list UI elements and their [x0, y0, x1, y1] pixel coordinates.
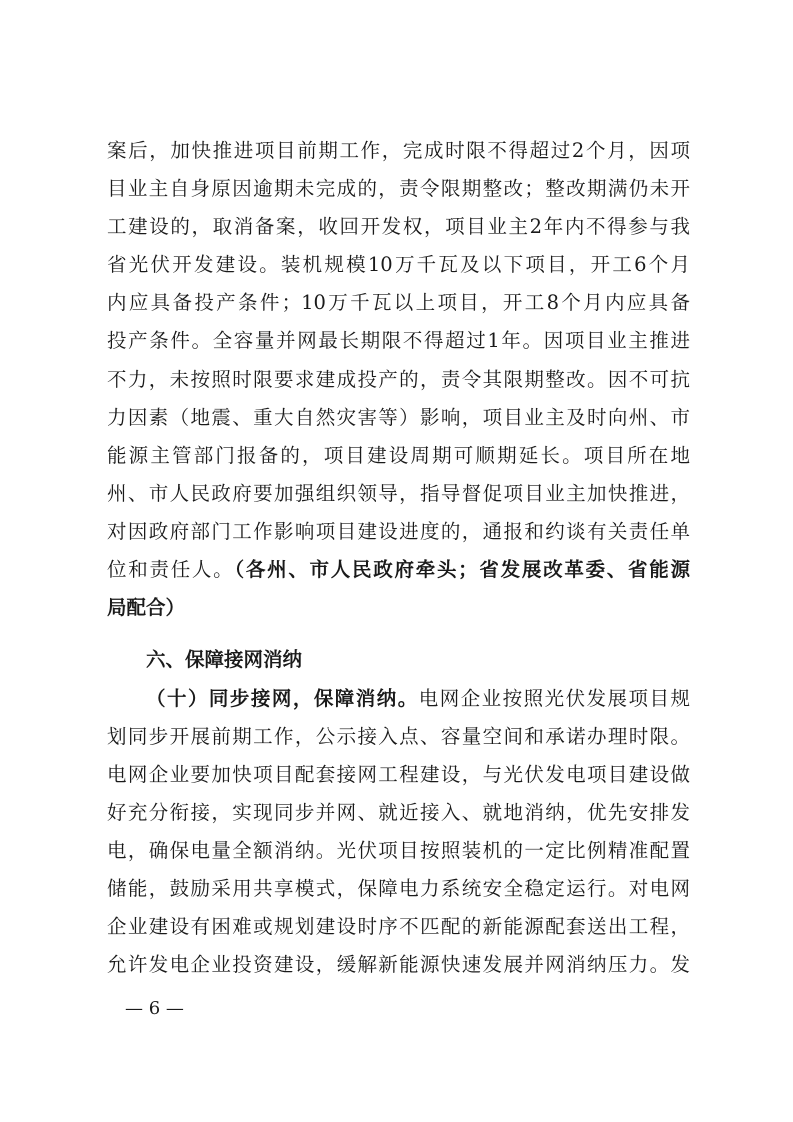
body-line: 不力，未按照时限要求建成投产的，责令其限期整改。因不可抗	[107, 368, 690, 391]
body-line: 投产条件。全容量并网最长期限不得超过1年。因项目业主推进	[107, 329, 690, 352]
body-line: 对因政府部门工作影响项目建设进度的，通报和约谈有关责任单	[107, 520, 690, 543]
body-line: 划同步开展前期工作，公示接入点、容量空间和承诺办理时限。	[107, 725, 690, 748]
body-line: 州、市人民政府要加强组织领导，指导督促项目业主加快推进，	[107, 482, 690, 505]
body-line: 电，确保电量全额消纳。光伏项目按照装机的一定比例精准配置	[107, 839, 690, 862]
body-line-plain: 位和责任人。	[107, 558, 235, 581]
body-line: 案后，加快推进项目前期工作，完成时限不得超过2个月，因项	[107, 139, 690, 162]
body-line: 允许发电企业投资建设，缓解新能源快速发展并网消纳压力。发	[107, 953, 690, 976]
responsibility-note-end: 局配合）	[107, 596, 186, 619]
body-line: 储能，鼓励采用共享模式，保障电力系统安全稳定运行。对电网	[107, 877, 690, 900]
body-line: 能源主管部门报备的，项目建设周期可顺期延长。项目所在地	[107, 444, 690, 467]
body-line: 省光伏开发建设。装机规模10万千瓦及以下项目，开工6个月	[107, 253, 690, 276]
body-line: 电网企业要加快项目配套接网工程建设，与光伏发电项目建设做	[107, 763, 690, 786]
subsection-first-line	[146, 684, 690, 714]
page-number: — 6 —	[125, 998, 184, 1019]
body-line: 目业主自身原因逾期未完成的，责令限期整改；整改期满仍未开	[107, 177, 690, 200]
body-line: 好充分衔接，实现同步并网、就近接入、就地消纳，优先安排发	[107, 801, 690, 824]
body-line-plain: 电网企业按照光伏发展项目规	[418, 687, 690, 710]
body-line: 企业建设有困难或规划建设时序不匹配的新能源配套送出工程，	[107, 915, 690, 938]
body-line: 工建设的，取消备案，收回开发权，项目业主2年内不得参与我	[107, 215, 690, 238]
responsibility-note: （各州、市人民政府牵头；省发展改革委、省能源	[234, 558, 690, 581]
subsection-title: （十）同步接网，保障消纳。	[146, 687, 419, 710]
body-line: 力因素（地震、重大自然灾害等）影响，项目业主及时向州、市	[107, 406, 690, 429]
body-line-mixed	[107, 555, 690, 585]
section-heading: 六、保障接网消纳	[146, 648, 303, 671]
body-line: 内应具备投产条件；10万千瓦以上项目，开工8个月内应具备	[107, 291, 690, 314]
